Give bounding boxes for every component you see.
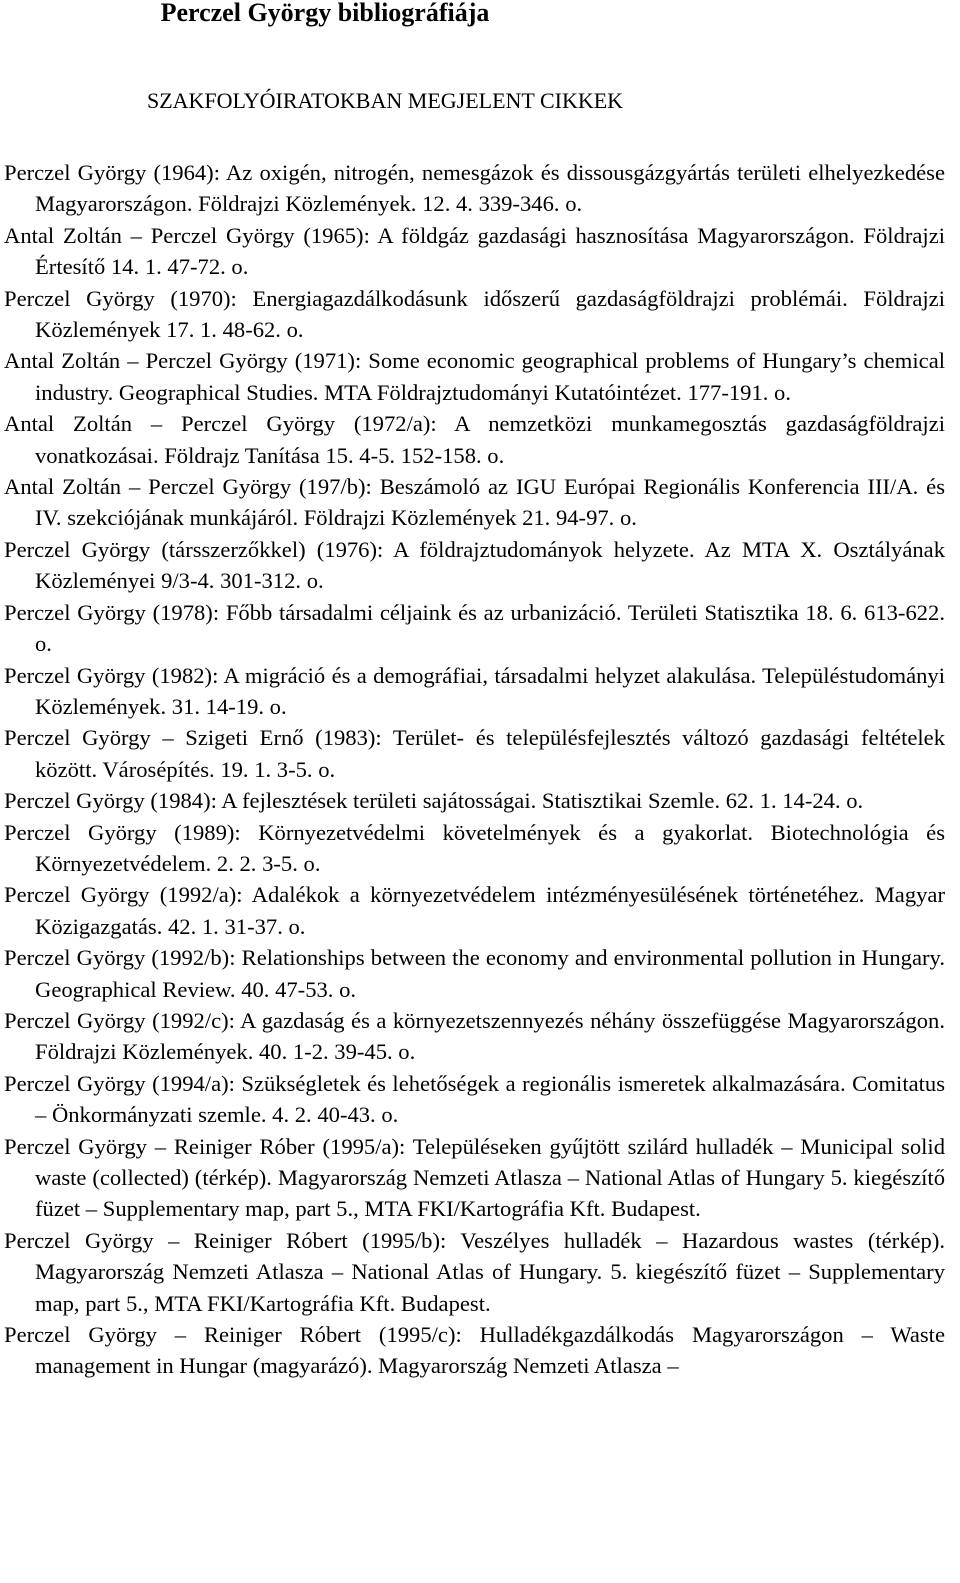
bibliography-entry: Antal Zoltán – Perczel György (197/b): Beszámoló az IGU Európai Regionális Konferencia III/A. és IV. szekciójának munkájáról. Földrajzi Közlemények 21. 94-97. o.	[4, 474, 945, 531]
bibliography-entry: Perczel György (1964): Az oxigén, nitrogén, nemesgázok és dissousgázgyártás területi elhelyezkedése Magyarországon. Földrajzi Közlemények. 12. 4. 339-346. o.	[4, 160, 945, 217]
bibliography-list	[4, 157, 945, 1382]
bibliography-entry: Perczel György (1970): Energiagazdálkodásunk időszerű gazdaságföldrajzi problémái. Földrajzi Közlemények 17. 1. 48-62. o.	[4, 285, 945, 343]
bibliography-entry: Antal Zoltán – Perczel György (1972/a): A nemzetközi munkamegosztás gazdaságföldrajzi vonatkozásai. Földrajz Tanítása 15. 4-5. 152-158. o.	[4, 411, 945, 468]
document-title: Perczel György bibliográfiája	[160, 0, 490, 27]
bibliography-entry: Perczel György – Reiniger Róbert (1995/c): Hulladékgazdálkodás Magyarországon – Waste management in Hungar (magyarázó). Magyarország Nemzeti Atlasza –	[4, 1322, 945, 1379]
bibliography-entry: Perczel György (1989): Környezetvédelmi követelmények és a gyakorlat. Biotechnológia és Környezetvédelem. 2. 2. 3-5. o.	[4, 819, 945, 876]
bibliography-entry: Perczel György – Szigeti Ernő (1983): Terület- és településfejlesztés változó gazdasági feltételek között. Városépítés. 19. 1. 3-5. o.	[4, 725, 945, 782]
bibliography-entry: Antal Zoltán – Perczel György (1965): A földgáz gazdasági hasznosítása Magyarországon. Földrajzi Értesítő 14. 1. 47-72. o.	[4, 222, 945, 280]
bibliography-entry: Perczel György (1992/a): Adalékok a környezetvédelem intézményesülésének történetéhez. Magyar Közigazgatás. 42. 1. 31-37. o.	[4, 882, 945, 939]
bibliography-entry: Perczel György (1978): Főbb társadalmi céljaink és az urbanizáció. Területi Statisztika 18. 6. 613-622. o.	[4, 599, 945, 657]
bibliography-entry: Perczel György – Reiniger Róber (1995/a): Településeken gyűjtött szilárd hulladék – Municipal solid waste (collected) (térkép). Magyarország Nemzeti Atlasza – National Atlas of Hungary 5. kiegészítő füzet – Supplementary map, part 5., MTA FKI/Kartográfia Kft. Budapest.	[4, 1133, 945, 1222]
bibliography-entry: Perczel György (1982): A migráció és a demográfiai, társadalmi helyzet alakulása. Településtudományi Közlemények. 31. 14-19. o.	[4, 662, 945, 719]
bibliography-entry: Perczel György (1992/b): Relationships between the economy and environmental pollution in Hungary. Geographical Review. 40. 47-53. o.	[4, 945, 945, 1002]
bibliography-entry: Perczel György (1992/c): A gazdaság és a környezetszennyezés néhány összefüggése Magyarországon. Földrajzi Közlemények. 40. 1-2. 39-45. o.	[4, 1007, 945, 1065]
section-heading: SZAKFOLYÓIRATOKBAN MEGJELENT CIKKEK	[146, 88, 624, 113]
bibliography-entry: Perczel György (1994/a): Szükségletek és lehetőségek a regionális ismeretek alkalmazására. Comitatus – Önkormányzati szemle. 4. 2. 40-43. o.	[4, 1070, 945, 1128]
bibliography-entry: Perczel György (1984): A fejlesztések területi sajátosságai. Statisztikai Szemle. 62. 1. 14-24. o.	[4, 788, 864, 814]
bibliography-entry: Perczel György – Reiniger Róbert (1995/b): Veszélyes hulladék – Hazardous wastes (térkép). Magyarország Nemzeti Atlasza – National Atlas of Hungary. 5. kiegészítő füzet – Supplementary map, part 5., MTA FKI/Kartográfia Kft. Budapest.	[4, 1227, 945, 1316]
bibliography-entry: Perczel György (társszerzőkkel) (1976): A földrajztudományok helyzete. Az MTA X. Osztályának Közleményei 9/3-4. 301-312. o.	[4, 536, 945, 594]
bibliography-entry: Antal Zoltán – Perczel György (1971): Some economic geographical problems of Hungary’s chemical industry. Geographical Studies. MTA Földrajztudományi Kutatóintézet. 177-191. o.	[4, 348, 945, 405]
